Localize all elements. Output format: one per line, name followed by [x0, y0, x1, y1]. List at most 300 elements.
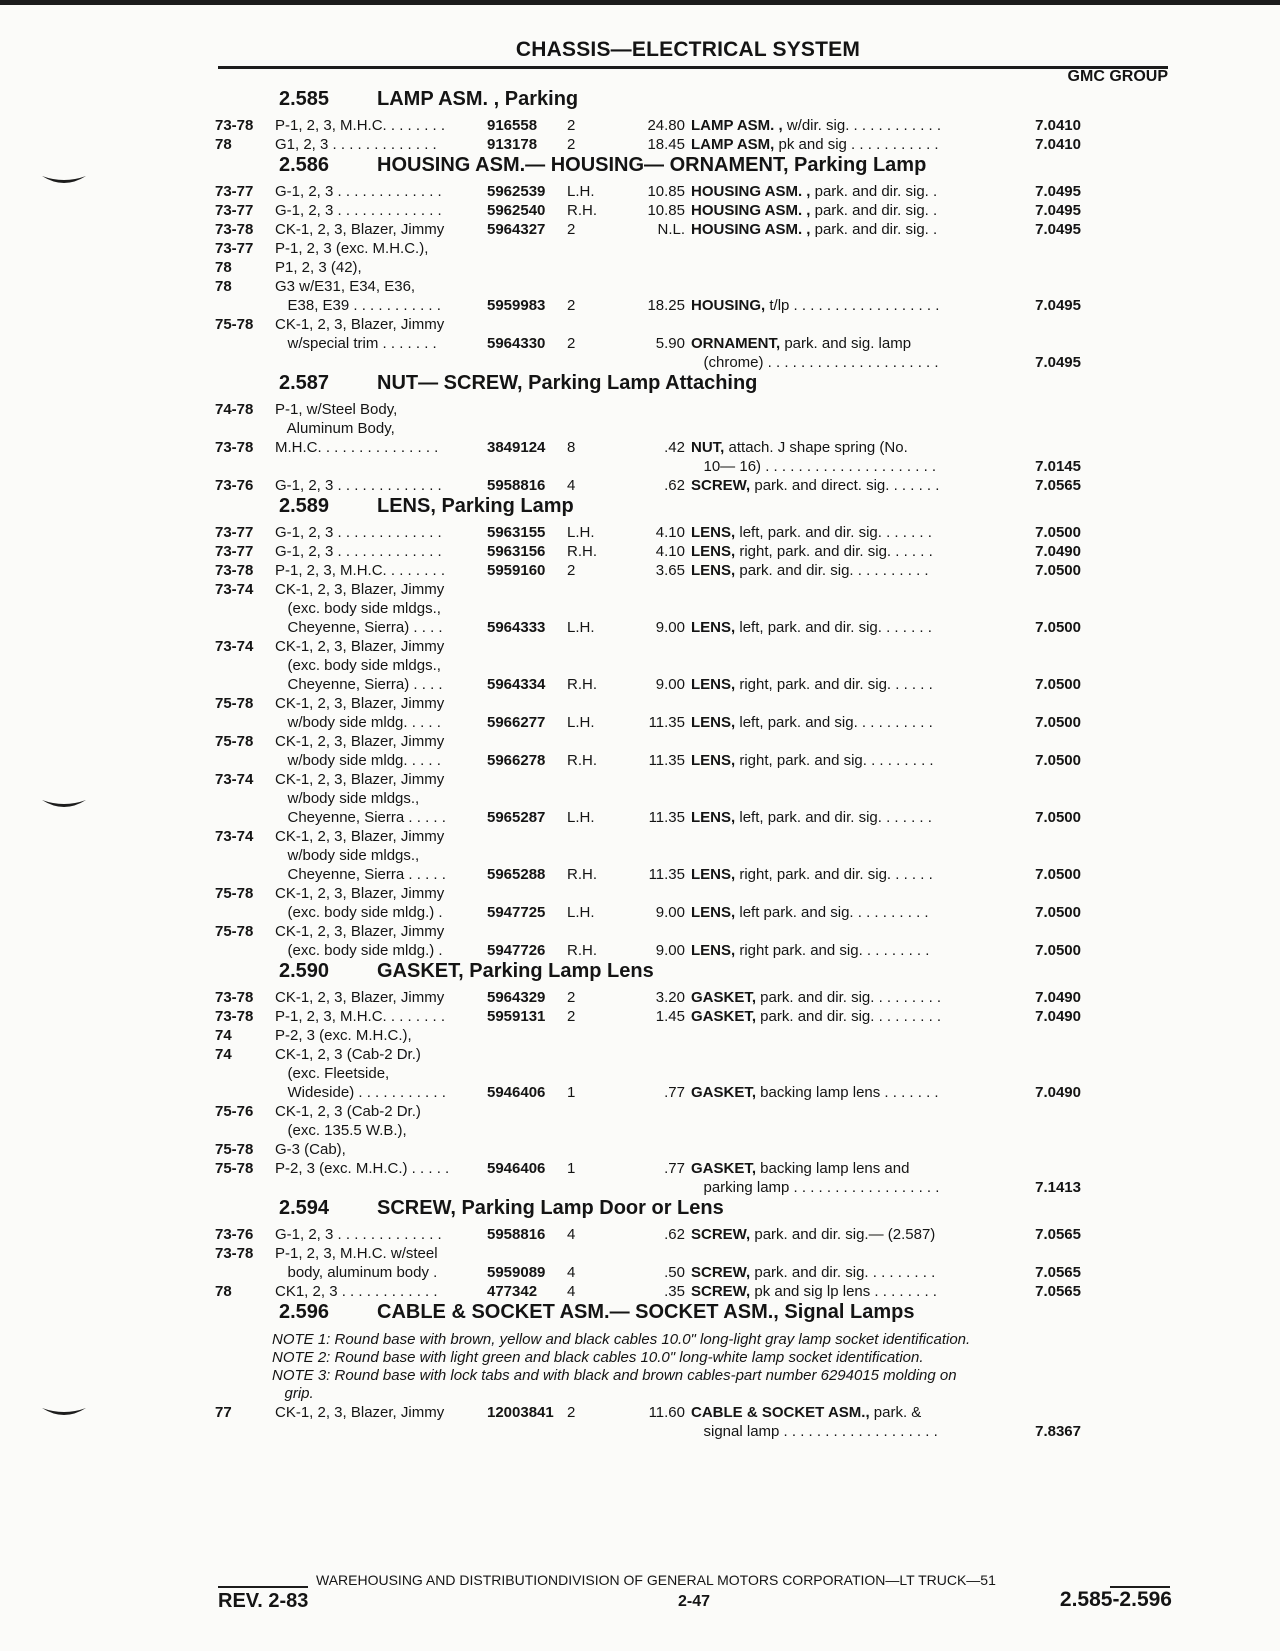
part-detail: pk and sig lp lens . . . . . . . .	[750, 1283, 937, 1300]
part-name: ORNAMENT,	[691, 335, 781, 352]
model-years: 73-78	[215, 1245, 254, 1262]
quantity-or-side: R.H.	[567, 752, 597, 769]
part-name: HOUSING ASM. ,	[691, 183, 811, 200]
part-number: 5964330	[487, 335, 546, 352]
parts-row	[215, 903, 1175, 922]
application: Wideside) . . . . . . . . . . .	[275, 1084, 446, 1101]
quantity-or-side: 2	[567, 1008, 576, 1025]
part-description	[691, 1263, 1007, 1282]
note-line: NOTE 3: Round base with lock tabs and with black and brown cables-part number 6294015 molding on	[272, 1367, 957, 1384]
model-years: 73-78	[215, 221, 254, 238]
parts-row	[215, 1121, 1175, 1140]
section-title: GASKET, Parking Lamp Lens	[377, 960, 654, 982]
application: CK1, 2, 3 . . . . . . . . . . . .	[275, 1283, 438, 1300]
application: P1, 2, 3 (42),	[275, 259, 362, 276]
model-years: 78	[215, 278, 232, 295]
application: CK-1, 2, 3, Blazer, Jimmy	[275, 1404, 445, 1421]
application: CK-1, 2, 3, Blazer, Jimmy	[275, 733, 445, 750]
application: G-3 (Cab),	[275, 1141, 346, 1158]
application: w/body side mldg. . . . .	[275, 714, 441, 731]
model-years: 75-78	[215, 923, 254, 940]
list-price: 24.80	[647, 117, 685, 134]
part-description	[691, 941, 1007, 960]
parts-row	[215, 561, 1175, 580]
section-title: CABLE & SOCKET ASM.— SOCKET ASM., Signal Lamps	[377, 1301, 915, 1323]
parts-row	[215, 258, 1175, 277]
parts-row	[215, 789, 1175, 808]
part-number: 5962539	[487, 183, 546, 200]
parts-catalog	[215, 88, 1175, 1441]
section-heading	[215, 88, 1175, 116]
binder-hole-mark	[40, 796, 88, 816]
parts-row	[215, 1007, 1175, 1026]
part-name: LENS,	[691, 619, 736, 636]
part-description	[691, 988, 1007, 1007]
part-description	[691, 1282, 1007, 1301]
part-number: 5966277	[487, 714, 546, 731]
part-name: LENS,	[691, 676, 736, 693]
group-number: 7.0145	[1035, 458, 1081, 475]
quantity-or-side: L.H.	[567, 809, 595, 826]
part-number: 5946406	[487, 1160, 546, 1177]
part-number: 5946406	[487, 1084, 546, 1101]
part-name: LENS,	[691, 752, 736, 769]
part-description	[691, 201, 1007, 220]
group-number: 7.0495	[1035, 354, 1081, 371]
part-detail: right, park. and dir. sig. . . . . .	[735, 676, 933, 693]
catalog-section	[215, 960, 1175, 1197]
model-years: 73-78	[215, 562, 254, 579]
group-number: 7.0490	[1035, 989, 1081, 1006]
quantity-or-side: 2	[567, 297, 576, 314]
quantity-or-side: R.H.	[567, 543, 597, 560]
part-detail: park. and dir. sig. .	[810, 202, 938, 219]
list-price: 4.10	[655, 524, 685, 541]
revision-date: REV. 2-83	[218, 1590, 309, 1612]
application: CK-1, 2, 3, Blazer, Jimmy	[275, 581, 445, 598]
part-number: 5964333	[487, 619, 546, 636]
note-line: NOTE 1: Round base with brown, yellow and black cables 10.0" long-light gray lamp socket identification.	[272, 1331, 971, 1348]
part-detail: 10— 16) . . . . . . . . . . . . . . . . . . . . .	[691, 458, 937, 475]
list-price: .50	[664, 1264, 685, 1281]
application: G3 w/E31, E34, E36,	[275, 278, 416, 295]
parts-row	[215, 675, 1175, 694]
part-description	[691, 182, 1007, 201]
part-name: CABLE & SOCKET ASM.,	[691, 1404, 870, 1421]
application: Cheyenne, Sierra) . . . .	[275, 619, 443, 636]
parts-row	[215, 988, 1175, 1007]
part-detail: pk and sig . . . . . . . . . . .	[774, 136, 939, 153]
group-number: 7.0500	[1035, 524, 1081, 541]
application: Cheyenne, Sierra) . . . .	[275, 676, 443, 693]
application: M.H.C. . . . . . . . . . . . . . .	[275, 439, 439, 456]
top-rule	[0, 0, 1280, 5]
list-price: 5.90	[655, 335, 685, 352]
group-number: 7.0565	[1035, 1264, 1081, 1281]
section-title: LENS, Parking Lamp	[377, 495, 574, 517]
quantity-or-side: 8	[567, 439, 576, 456]
part-detail: park. and dir. sig. .	[810, 221, 938, 238]
part-description	[691, 116, 1007, 135]
parts-row	[215, 1140, 1175, 1159]
part-name: SCREW,	[691, 1283, 751, 1300]
parts-row	[215, 694, 1175, 713]
part-name: NUT,	[691, 439, 725, 456]
application: (exc. body side mldgs.,	[275, 657, 441, 674]
model-years: 73-76	[215, 1226, 254, 1243]
model-years: 75-78	[215, 1160, 254, 1177]
application: G-1, 2, 3 . . . . . . . . . . . . .	[275, 477, 442, 494]
application: w/special trim . . . . . . .	[275, 335, 437, 352]
list-price: 11.60	[648, 1404, 685, 1421]
part-name: GASKET,	[691, 1008, 757, 1025]
model-years: 73-78	[215, 989, 254, 1006]
model-years: 74	[215, 1027, 232, 1044]
section-heading	[215, 154, 1175, 182]
application: E38, E39 . . . . . . . . . . .	[275, 297, 441, 314]
list-price: .62	[664, 1226, 685, 1243]
part-name: LENS,	[691, 714, 736, 731]
part-description	[691, 135, 1007, 154]
application: CK-1, 2, 3, Blazer, Jimmy	[275, 221, 445, 238]
application: (exc. 135.5 W.B.),	[275, 1122, 407, 1139]
part-number: 5959089	[487, 1264, 546, 1281]
part-number: 5964327	[487, 221, 546, 238]
quantity-or-side: 2	[567, 117, 576, 134]
part-detail: t/lp . . . . . . . . . . . . . . . . . .	[765, 297, 940, 314]
part-description	[691, 618, 1007, 637]
application: P-1, 2, 3, M.H.C. . . . . . . .	[275, 562, 446, 579]
parts-row	[215, 884, 1175, 903]
section-range: 2.585-2.596	[1059, 1588, 1172, 1611]
section-title: LAMP ASM. , Parking	[377, 88, 579, 110]
part-description	[691, 542, 1007, 561]
application: G-1, 2, 3 . . . . . . . . . . . . .	[275, 1226, 442, 1243]
parts-row	[215, 1102, 1175, 1121]
note-line: grip.	[272, 1385, 314, 1402]
part-detail: attach. J shape spring (No.	[724, 439, 908, 456]
parts-row	[215, 713, 1175, 732]
application: P-2, 3 (exc. M.H.C.),	[275, 1027, 412, 1044]
model-years: 73-77	[215, 240, 254, 257]
part-description	[691, 1007, 1007, 1026]
parts-row	[215, 220, 1175, 239]
group-number: 7.8367	[1035, 1423, 1081, 1440]
list-price: 11.35	[648, 866, 685, 883]
part-detail: w/dir. sig. . . . . . . . . . . .	[782, 117, 942, 134]
part-number: 5965287	[487, 809, 546, 826]
section-number: 2.585	[279, 88, 330, 110]
parts-row	[215, 523, 1175, 542]
model-years: 75-78	[215, 316, 254, 333]
part-detail: right, park. and dir. sig. . . . . .	[735, 543, 933, 560]
group-number: 7.0490	[1035, 1008, 1081, 1025]
section-title: NUT— SCREW, Parking Lamp Attaching	[377, 372, 758, 394]
group-number: 7.0490	[1035, 1084, 1081, 1101]
part-name: LENS,	[691, 524, 736, 541]
catalog-section	[215, 495, 1175, 960]
list-price: .62	[664, 477, 685, 494]
part-name: LENS,	[691, 866, 736, 883]
parts-row	[215, 1159, 1175, 1178]
parts-row	[215, 770, 1175, 789]
section-number: 2.596	[279, 1301, 330, 1323]
part-description	[691, 1159, 1007, 1178]
list-price: 9.00	[655, 904, 685, 921]
part-name: SCREW,	[691, 1264, 751, 1281]
part-number: 5963156	[487, 543, 546, 560]
part-description	[691, 865, 1007, 884]
group-number: 7.0500	[1035, 714, 1081, 731]
model-years: 73-77	[215, 202, 254, 219]
part-name: LENS,	[691, 942, 736, 959]
part-number: 5962540	[487, 202, 546, 219]
part-detail: signal lamp . . . . . . . . . . . . . . . . . . .	[691, 1423, 938, 1440]
part-name: GASKET,	[691, 989, 757, 1006]
model-years: 75-78	[215, 695, 254, 712]
part-detail: park. and dir. sig. .	[810, 183, 938, 200]
model-years: 74	[215, 1046, 232, 1063]
section-number: 2.594	[279, 1197, 330, 1219]
section-heading	[215, 1301, 1175, 1329]
part-name: HOUSING ASM. ,	[691, 221, 811, 238]
section-number: 2.590	[279, 960, 330, 982]
quantity-or-side: 2	[567, 1404, 576, 1421]
list-price: 3.65	[655, 562, 685, 579]
list-price: .35	[664, 1283, 685, 1300]
list-price: 18.45	[647, 136, 685, 153]
group-number: 7.0495	[1035, 202, 1081, 219]
quantity-or-side: 2	[567, 989, 576, 1006]
catalog-section	[215, 1301, 1175, 1441]
catalog-section	[215, 1197, 1175, 1301]
part-number: 3849124	[487, 439, 546, 456]
section-number: 2.587	[279, 372, 330, 394]
part-description	[691, 561, 1007, 580]
list-price: 1.45	[655, 1008, 685, 1025]
parts-row	[215, 732, 1175, 751]
part-number: 5958816	[487, 1226, 546, 1243]
part-detail: right, park. and sig. . . . . . . . .	[735, 752, 934, 769]
quantity-or-side: R.H.	[567, 676, 597, 693]
application: G-1, 2, 3 . . . . . . . . . . . . .	[275, 183, 442, 200]
parts-row	[215, 542, 1175, 561]
quantity-or-side: R.H.	[567, 942, 597, 959]
group-number: 7.0495	[1035, 297, 1081, 314]
part-detail: backing lamp lens and	[756, 1160, 910, 1177]
group-number: 7.1413	[1035, 1179, 1081, 1196]
application: P-1, 2, 3, M.H.C. w/steel	[275, 1245, 438, 1262]
parts-row	[215, 1083, 1175, 1102]
quantity-or-side: L.H.	[567, 619, 595, 636]
quantity-or-side: 2	[567, 136, 576, 153]
section-heading	[215, 960, 1175, 988]
part-detail: right, park. and dir. sig. . . . . .	[735, 866, 933, 883]
parts-row	[215, 1422, 1175, 1441]
page-title: CHASSIS—ELECTRICAL SYSTEM	[515, 38, 861, 61]
group-number: 7.0410	[1035, 136, 1081, 153]
note-line: NOTE 2: Round base with light green and black cables 10.0" long-white lamp socket identification.	[272, 1349, 924, 1366]
part-description	[691, 1422, 1007, 1441]
model-years: 74-78	[215, 401, 254, 418]
part-name: LENS,	[691, 543, 736, 560]
part-description	[691, 903, 1007, 922]
parts-row	[215, 865, 1175, 884]
quantity-or-side: 1	[567, 1084, 576, 1101]
list-price: 11.35	[648, 714, 685, 731]
part-detail: (chrome) . . . . . . . . . . . . . . . . . . . . .	[691, 354, 939, 371]
part-name: LENS,	[691, 904, 736, 921]
group-number: 7.0490	[1035, 543, 1081, 560]
part-number: 5959160	[487, 562, 546, 579]
list-price: 11.35	[648, 752, 685, 769]
part-name: HOUSING,	[691, 297, 766, 314]
application: CK-1, 2, 3, Blazer, Jimmy	[275, 989, 445, 1006]
model-years: 73-74	[215, 771, 254, 788]
part-detail: park. and dir. sig.— (2.587)	[750, 1226, 936, 1243]
part-number: 5966278	[487, 752, 546, 769]
parts-row	[215, 1225, 1175, 1244]
parts-row	[215, 296, 1175, 315]
group-column-label: GMC GROUP	[1067, 68, 1168, 85]
section-heading	[215, 495, 1175, 523]
quantity-or-side: 4	[567, 1264, 576, 1281]
part-description	[691, 438, 1007, 457]
application: (exc. Fleetside,	[275, 1065, 390, 1082]
model-years: 75-78	[215, 1141, 254, 1158]
parts-row	[215, 1064, 1175, 1083]
model-years: 73-78	[215, 117, 254, 134]
application: G-1, 2, 3 . . . . . . . . . . . . .	[275, 543, 442, 560]
parts-row	[215, 419, 1175, 438]
part-name: LENS,	[691, 562, 736, 579]
application: w/body side mldgs.,	[275, 790, 420, 807]
group-number: 7.0500	[1035, 562, 1081, 579]
application: CK-1, 2, 3, Blazer, Jimmy	[275, 316, 445, 333]
parts-row	[215, 135, 1175, 154]
parts-row	[215, 1045, 1175, 1064]
part-description	[691, 220, 1007, 239]
application: CK-1, 2, 3 (Cab-2 Dr.)	[275, 1103, 421, 1120]
binder-hole-mark	[40, 172, 88, 192]
part-number: 5947725	[487, 904, 546, 921]
part-description	[691, 457, 1007, 476]
part-number: 5947726	[487, 942, 546, 959]
application: CK-1, 2, 3, Blazer, Jimmy	[275, 695, 445, 712]
group-number: 7.0495	[1035, 221, 1081, 238]
part-description	[691, 476, 1007, 495]
application: CK-1, 2, 3, Blazer, Jimmy	[275, 771, 445, 788]
application: P-2, 3 (exc. M.H.C.) . . . . .	[275, 1160, 450, 1177]
catalog-section	[215, 154, 1175, 372]
application: P-1, w/Steel Body,	[275, 401, 398, 418]
model-years: 75-76	[215, 1103, 254, 1120]
part-detail: left, park. and dir. sig. . . . . . .	[735, 524, 932, 541]
part-name: SCREW,	[691, 1226, 751, 1243]
group-number: 7.0500	[1035, 942, 1081, 959]
parts-row	[215, 922, 1175, 941]
part-number: 5965288	[487, 866, 546, 883]
model-years: 73-78	[215, 1008, 254, 1025]
application: Aluminum Body,	[275, 420, 395, 437]
group-number: 7.0565	[1035, 477, 1081, 494]
part-name: GASKET,	[691, 1084, 757, 1101]
list-price: 10.85	[647, 202, 685, 219]
section-number: 2.586	[279, 154, 330, 176]
list-price: 9.00	[655, 619, 685, 636]
parts-row	[215, 476, 1175, 495]
parts-row	[215, 201, 1175, 220]
application: P-1, 2, 3 (exc. M.H.C.),	[275, 240, 429, 257]
model-years: 73-77	[215, 543, 254, 560]
part-detail: parking lamp . . . . . . . . . . . . . . . . . .	[691, 1179, 940, 1196]
application: G-1, 2, 3 . . . . . . . . . . . . .	[275, 524, 442, 541]
parts-row	[215, 116, 1175, 135]
quantity-or-side: L.H.	[567, 904, 595, 921]
part-number: 5964334	[487, 676, 546, 693]
part-name: HOUSING ASM. ,	[691, 202, 811, 219]
application: CK-1, 2, 3 (Cab-2 Dr.)	[275, 1046, 421, 1063]
parts-row	[215, 637, 1175, 656]
parts-row	[215, 1178, 1175, 1197]
quantity-or-side: L.H.	[567, 714, 595, 731]
list-price: .42	[664, 439, 685, 456]
group-number: 7.0500	[1035, 904, 1081, 921]
quantity-or-side: 4	[567, 477, 576, 494]
list-price: 11.35	[648, 809, 685, 826]
part-detail: park. and direct. sig. . . . . . .	[750, 477, 940, 494]
model-years: 73-76	[215, 477, 254, 494]
part-description	[691, 1225, 1007, 1244]
part-name: GASKET,	[691, 1160, 757, 1177]
parts-row	[215, 580, 1175, 599]
part-description	[691, 523, 1007, 542]
part-detail: park. and sig. lamp	[780, 335, 912, 352]
application: CK-1, 2, 3, Blazer, Jimmy	[275, 828, 445, 845]
quantity-or-side: 4	[567, 1226, 576, 1243]
list-price: .77	[664, 1160, 685, 1177]
quantity-or-side: 4	[567, 1283, 576, 1300]
part-number: 5964329	[487, 989, 546, 1006]
parts-row	[215, 599, 1175, 618]
section-notes	[215, 1331, 1175, 1403]
group-number: 7.0410	[1035, 117, 1081, 134]
list-price: 9.00	[655, 942, 685, 959]
part-description	[691, 808, 1007, 827]
section-heading	[215, 372, 1175, 400]
part-detail: left, park. and sig. . . . . . . . . .	[735, 714, 933, 731]
part-number: 5963155	[487, 524, 546, 541]
parts-row	[215, 1403, 1175, 1422]
group-number: 7.0565	[1035, 1283, 1081, 1300]
model-years: 73-74	[215, 638, 254, 655]
application: (exc. body side mldgs.,	[275, 600, 441, 617]
part-description	[691, 713, 1007, 732]
quantity-or-side: 2	[567, 335, 576, 352]
parts-row	[215, 618, 1175, 637]
group-number: 7.0500	[1035, 619, 1081, 636]
section-number: 2.589	[279, 495, 330, 517]
application: (exc. body side mldg.) .	[275, 904, 443, 921]
part-description	[691, 296, 1007, 315]
model-years: 75-78	[215, 733, 254, 750]
model-years: 73-77	[215, 183, 254, 200]
group-number: 7.0500	[1035, 809, 1081, 826]
parts-row	[215, 1263, 1175, 1282]
parts-row	[215, 808, 1175, 827]
part-detail: park. and dir. sig. . . . . . . . .	[756, 1008, 942, 1025]
parts-row	[215, 400, 1175, 419]
